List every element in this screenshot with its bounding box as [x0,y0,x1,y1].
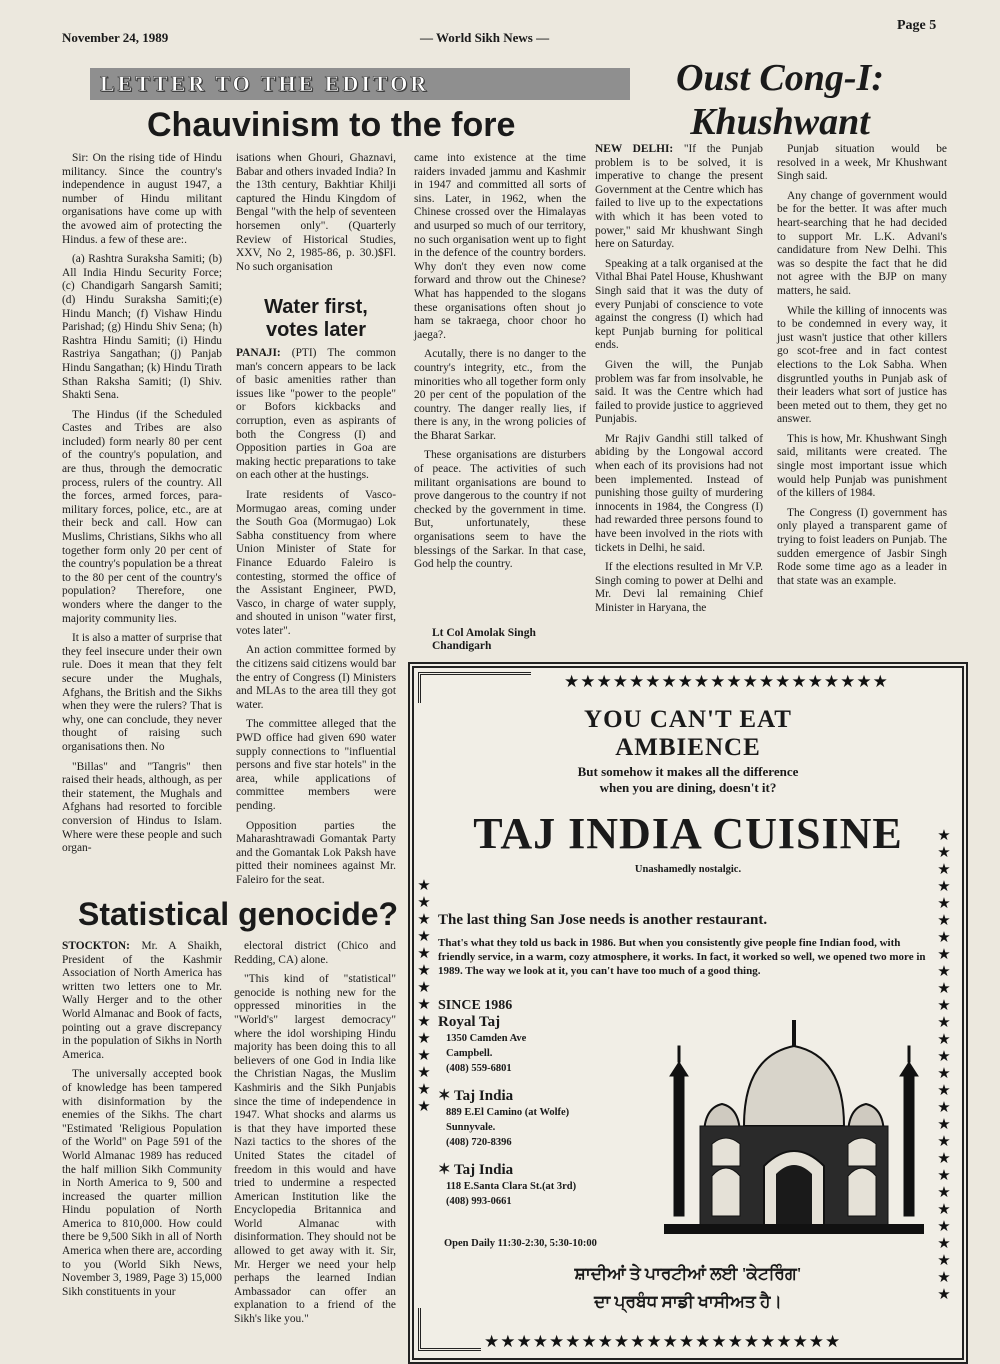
paragraph-text: An action committee formed by the citizens said citizens would bar the entry of Congress (I) Ministers and MLAs to the area till they got water. [236,644,396,711]
ad-location-detail: Campbell. [446,1048,493,1059]
paragraph-text: (PTI) The common man's concern appears to be lack of basic amenities rather than issues like "power to the people" or Bofors kickbacks and corruption, even as aspirants of both the Congress (I) and Opposition parties in Goa are making hectic preparations to take on each other at the hustings. [236,347,396,482]
paragraph [414,348,586,443]
oust-column-2 [777,143,947,594]
paragraph-text: Mr Rajiv Gandhi still talked of abiding by the Longowal accord when each of its provisions had not been implemented. Instead of punishing those guilty of murdering innocents in 1984, the Congress (I) had rewarded three persons found to have been involved in the riots with tickets in Delhi, he said. [595,432,763,554]
ad-location-name: Royal Taj [438,1014,501,1030]
ad-location-detail: 889 E.El Camino (at Wolfe) [446,1107,570,1118]
ad-hours: Open Daily 11:30-2:30, 5:30-10:00 [444,1238,597,1249]
ad-location-detail: (408) 559-6801 [446,1063,512,1074]
letter-title: Chauvinism to the fore [147,106,516,144]
paragraph-text: Punjab situation would be resolved in a week, Mr Khushwant Singh said. [777,143,947,183]
paragraph-text: The committee alleged that the PWD office had given 690 water supply connections to "influential persons and five star hotels" in the area, while applications of committee members were pending. [236,718,396,812]
water-title-line2: votes later [265,319,367,341]
ad-lead: The last thing San Jose needs is another restaurant. [438,912,768,928]
ad-punjabi-line-2: ਦਾ ਪ੍ਰਬੰਧ ਸਾਡੀ ਖਾਸੀਅਤ ਹੈ। [594,1292,782,1311]
paragraph [62,761,222,856]
paragraph [236,152,396,274]
paragraph-text: Irate residents of Vasco-Mormugao areas, coming under the South Goa (Mormugao) Lok Sabha constituency from where Union Minister of State for Finance Eduardo Faleiro is contesting, stormed the office of the Assistant Engineer, PWD, Vasco, in charge of water supply, and shouted in unison "water first, votes later". [236,488,396,637]
paragraph [595,433,763,555]
paragraph [414,152,586,342]
paragraph [62,940,222,1062]
ad-since: SINCE 1986 [438,998,513,1013]
signature-place: Chandigarh [432,640,492,652]
ad-headline-1: YOU CAN'T EAT [584,706,792,733]
ad-subheadline-1: But somehow it makes all the difference [577,764,799,779]
paragraph [62,253,222,403]
taj-mahal-illustration [664,1016,924,1238]
letter-banner: LETTER TO THE EDITOR [90,68,630,100]
paragraph-text: Given the will, the Punjab problem was far from insolvable, he said. It was the Centre which had failed to provide justice to aggrieved Punjabis. [595,358,763,426]
paragraph [62,632,222,754]
paragraph-text: It is also a matter of surprise that they feel insecure under their own rule. Does it mean that they felt secure under the Mughals, Afghans, the British and the Sikhs when they were the rulers? That is why, one can conclude, they never thought of raising such organisations then. No [62,632,222,753]
letter-column-3 [414,152,586,578]
dateline: STOCKTON: [62,940,142,952]
paragraph [236,718,396,813]
water-article [236,347,396,894]
ad-star-border-left: ★ ★ ★ ★ ★ ★ ★ ★ ★ ★ ★ ★ ★ ★ [417,878,431,1115]
paragraph-text: The Congress (I) government has only played a transparent game of trying to foist leaders on Punjab. The sudden emergence of Jasbir Singh Rode some time ago as a leader in that state was an example. [777,506,947,587]
ad-location-detail: (408) 720-8396 [446,1137,512,1148]
dateline: PANAJI: [236,347,292,359]
ad-brand: TAJ INDIA CUISINE [473,809,903,858]
paragraph-text: Mr. A Shaikh, President of the Kashmir Association of North America has written two letters one to Mr. Wally Herger and to the other World Almanac and Book of facts, pointing out a grave discrepancy in the population of Sikhs in North America. [62,940,223,1061]
oust-title-line1: Oust Cong-I: [676,57,884,99]
ad-location [438,1014,678,1076]
ad-star-border-top: ★★★★★★★★★★★★★★★★★★★★ [564,672,889,691]
paragraph [414,449,586,571]
paragraph [62,409,222,627]
issue-date: November 24, 1989 [62,30,169,45]
paragraph-text: "If the Punjab problem is to be solved, it is imperative to change the present Government at the Centre which has failed to live up to the expectations with which it has been voted to power," said Mr khushwant Singh here on Saturday. [595,143,763,251]
ad-location-detail: Sunnyvale. [446,1122,496,1133]
paragraph-text: These organisations are disturbers of peace. The activities of such militant organisations are bound to prove dangerous to the country if not checked by the government in time. But, unfortunately, these organisations seem to have the blessings of the Sarkar. In that case, God help the country. [414,449,586,571]
paragraph [777,305,947,427]
paragraph-text: "This kind of "statistical" genocide is nothing new for the oppressed minorities in the "World's" largest democracy" where the idol worshiping Hindu majority has been doing this to all believers of one God in India like the Christian Nagas, the Muslim Kashmiris and the Sikh Punjabis since the time of independence in 1947. What shocks and alarms us is that they have imported these Nazi tactics to the shores of the United States the citadel of freedom in this would and have tried to undermine a respected American Institution like the Encyclopedia Britannica and World Almanac with disinformation. They should not be allowed to get away with it. Sir, Mr. Herger we need your help perhaps the learned Indian Ambassador can offer an explanation to a friend of the Sikh's like you." [234,973,396,1326]
genocide-column-2 [234,940,396,1333]
ad-location-name: ✶ Taj India [438,1088,514,1104]
paragraph-text: The Hindus (if the Scheduled Castes and Tribes are also included) form nearly 80 per cent of the country's population, and are thus, through the democratic process, rulers of the country. All the forces, armed forces, para-military forces, police, etc., are at their beck and call. How can Muslims, Christians, Sikhs who all together form only 20 per cent of the country's population be a threat to the 80 per cent of the country's population? Therefore, one wonders where the danger to the majority community lies. [62,408,222,625]
paragraph [62,152,222,247]
paragraph-text: Opposition parties the Maharashtrawadi Gomantak Party and the Gomantak Lok Paksh have pitted their nominees against Mr. Faleiro for the seat. [236,819,396,886]
taj-india-advertisement [408,662,968,1364]
signature-name: Lt Col Amolak Singh [432,627,536,639]
paragraph [236,644,396,712]
paragraph-text: Acutally, there is no danger to the country's integrity, etc., from the minorities who all together form only 20 per cent of the population of the country. The danger really lies, if there is any, in the wrong policies of the Bharat Sarkar. [414,348,586,442]
paragraph [236,820,396,888]
ad-star-border-right: ★ ★ ★ ★ ★ ★ ★ ★ ★ ★ ★ ★ ★ ★ ★ ★ ★ ★ ★ ★ ★ ★ ★ ★ ★ ★ ★ ★ [937,828,951,1303]
water-title-line1: Water first, [264,296,368,318]
newspaper-name: — World Sikh News — [420,30,550,45]
ad-subheadline-2: when you are dining, doesn't it? [599,780,777,795]
ad-tagline: Unashamedly nostalgic. [634,864,742,875]
paragraph [236,489,396,639]
ad-corner-ornament-top-left [418,672,531,703]
paragraph-text: came into existence at the time raiders invaded jammu and Kashmir in 1947 and committed all sorts of sins. Later, in 1962, when the Chinese crossed over the Himalayas and usurped so much of our territory, no such organisation went up to fight in the defence of the country borders. Why don't they even now come forward and throw out the Chinese? What has happended to the slogans these organisations often shout jo ham se takraega, choor choor ho jaega?. [414,152,586,341]
paragraph [595,143,763,252]
oust-title-line2: Khushwant [690,101,870,143]
paragraph-text: While the killing of innocents was to be condemned in every way, it just wasn't justice that other killers go scot-free and in fact contest elections to the Lok Sabha. When disgruntled youths in Punjab ask of their leaders what sort of justice has been meted out to them, they get no answer. [777,304,947,426]
paragraph-text: (a) Rashtra Suraksha Samiti; (b) All India Hindu Security Force; (c) Chandigarh Sangarsh Samiti; (d) Hindu Suraksha Samiti;(e) Hindu Manch; (f) Vishaw Hindu Parishad; (g) Hindu Shiv Sena; (h) Rashtra Hindu Samiti; (i) Hindu Rastriya Sangathan; (j) Panjab Hindu Sangathan; (k) Hindu Tirath Sthan Raksha Samiti; (l) Shiv. Shakti Sena. [62,253,222,402]
dateline: NEW DELHI: [595,143,684,155]
ad-location [438,1086,678,1150]
paragraph-text: "Billas" and "Tangris" then raised their heads, although, as per their statement, the Mughals and Afghans had resorted to forcible conversion of Hindus to Islam. Where were these people and such organ- [62,760,222,855]
ad-headline-2: AMBIENCE [615,734,761,761]
ad-corner-ornament-bottom-left [418,1308,481,1351]
paragraph [595,258,763,353]
paragraph-text: isations when Ghouri, Ghaznavi, Babar and others invaded India? In the 13th century, Bakhtiar Khilji captured the Hindu Kingdom of Bengal "with the help of seventeen horsemen only". (Quarterly Review of Historical Studies, XXV, No 2, 1985-86, p. 30.)$Fl. No such organisation [236,152,396,273]
paragraph [236,347,396,483]
ad-location-detail: 118 E.Santa Clara St.(at 3rd) [446,1181,577,1192]
paragraph [777,507,947,589]
oust-title [590,56,970,144]
paragraph [62,1068,222,1299]
letter-signature [432,627,536,653]
oust-column-1 [595,143,763,622]
paragraph-text: Any change of government would be for the better. It was after much heart-searching that he had decided to support Mr. L.K. Advani's candidature from New Delhi. This was so despite the fact that he did not agree with the BJP on many matters, he said. [777,189,947,297]
ad-location-detail: (408) 993-0661 [446,1196,512,1207]
paragraph [777,190,947,299]
ad-locations [438,1014,678,1219]
page-number: Page 5 [897,18,937,33]
ad-star-border-bottom: ★★★★★★★★★★★★★★★★★★★★★★ [484,1332,842,1351]
paragraph-text: This is how, Mr. Khushwant Singh said, militants were created. The single most important issue which would help Punjab was punishment of the killers of 1984. [777,432,947,500]
paragraph [595,561,763,615]
paragraph [234,940,396,967]
paragraph-text: electoral district (Chico and Redding, CA) alone. [234,940,396,966]
genocide-title: Statistical genocide? [78,896,399,932]
paragraph [595,359,763,427]
ad-body: That's what they told us back in 1986. But when you consistently give people fine Indian food, with friendly service, in a warm, cozy atmosphere, it works. In fact, it worked so well, we opened two more in 1989. The way we look at it, you can't have too much of a good thing. [438,937,926,977]
paragraph-text: The universally accepted book of knowledge has been tampered with disinformation by the enemies of the Sikhs. The chart "Estimated 'Religious Population of the World" on Page 591 of the World Almanac 1989 has reduced the half million Sikh Community in North America to 9, 500 and increased the quarter million Hindu population of North America to 810,000. How could there be 9,500 Sikh in all of North America when there are, according to you (World Sikh News, November 3, 1989, Page 3) 15,000 Sikh constituents in your [62,1068,222,1298]
water-title [236,296,396,342]
letter-column-1 [62,152,222,862]
paragraph-text: Sir: On the rising tide of Hindu militancy. Since the country's independence in august 1947, a number of Hindu militant organisations have come up with the avowed aim of protecting the Hindus. a few of these are:. [62,152,222,246]
ad-location-detail: 1350 Camden Ave [446,1033,527,1044]
paragraph [234,973,396,1326]
ad-location-name: ✶ Taj India [438,1162,514,1178]
letter-column-2 [236,152,396,280]
ad-punjabi-line-1: ਸ਼ਾਦੀਆਂ ਤੇ ਪਾਰਟੀਆਂ ਲਈ 'ਕੇਟਰਿੰਗ' [574,1264,802,1283]
paragraph-text: If the elections resulted in Mr V.P. Singh coming to power at Delhi and Mr. Devi lal remaining Chief Minister in Haryana, the [595,561,763,614]
paragraph [777,433,947,501]
paragraph [777,143,947,184]
paragraph-text: Speaking at a talk organised at the Vithal Bhai Patel House, Khushwant Singh said that it was the duty of every Punjabi of conscience to vote against the congress (I) which had kept Punjab burning for political ends. [595,257,763,352]
genocide-column-1 [62,940,222,1305]
ad-location [438,1160,678,1209]
